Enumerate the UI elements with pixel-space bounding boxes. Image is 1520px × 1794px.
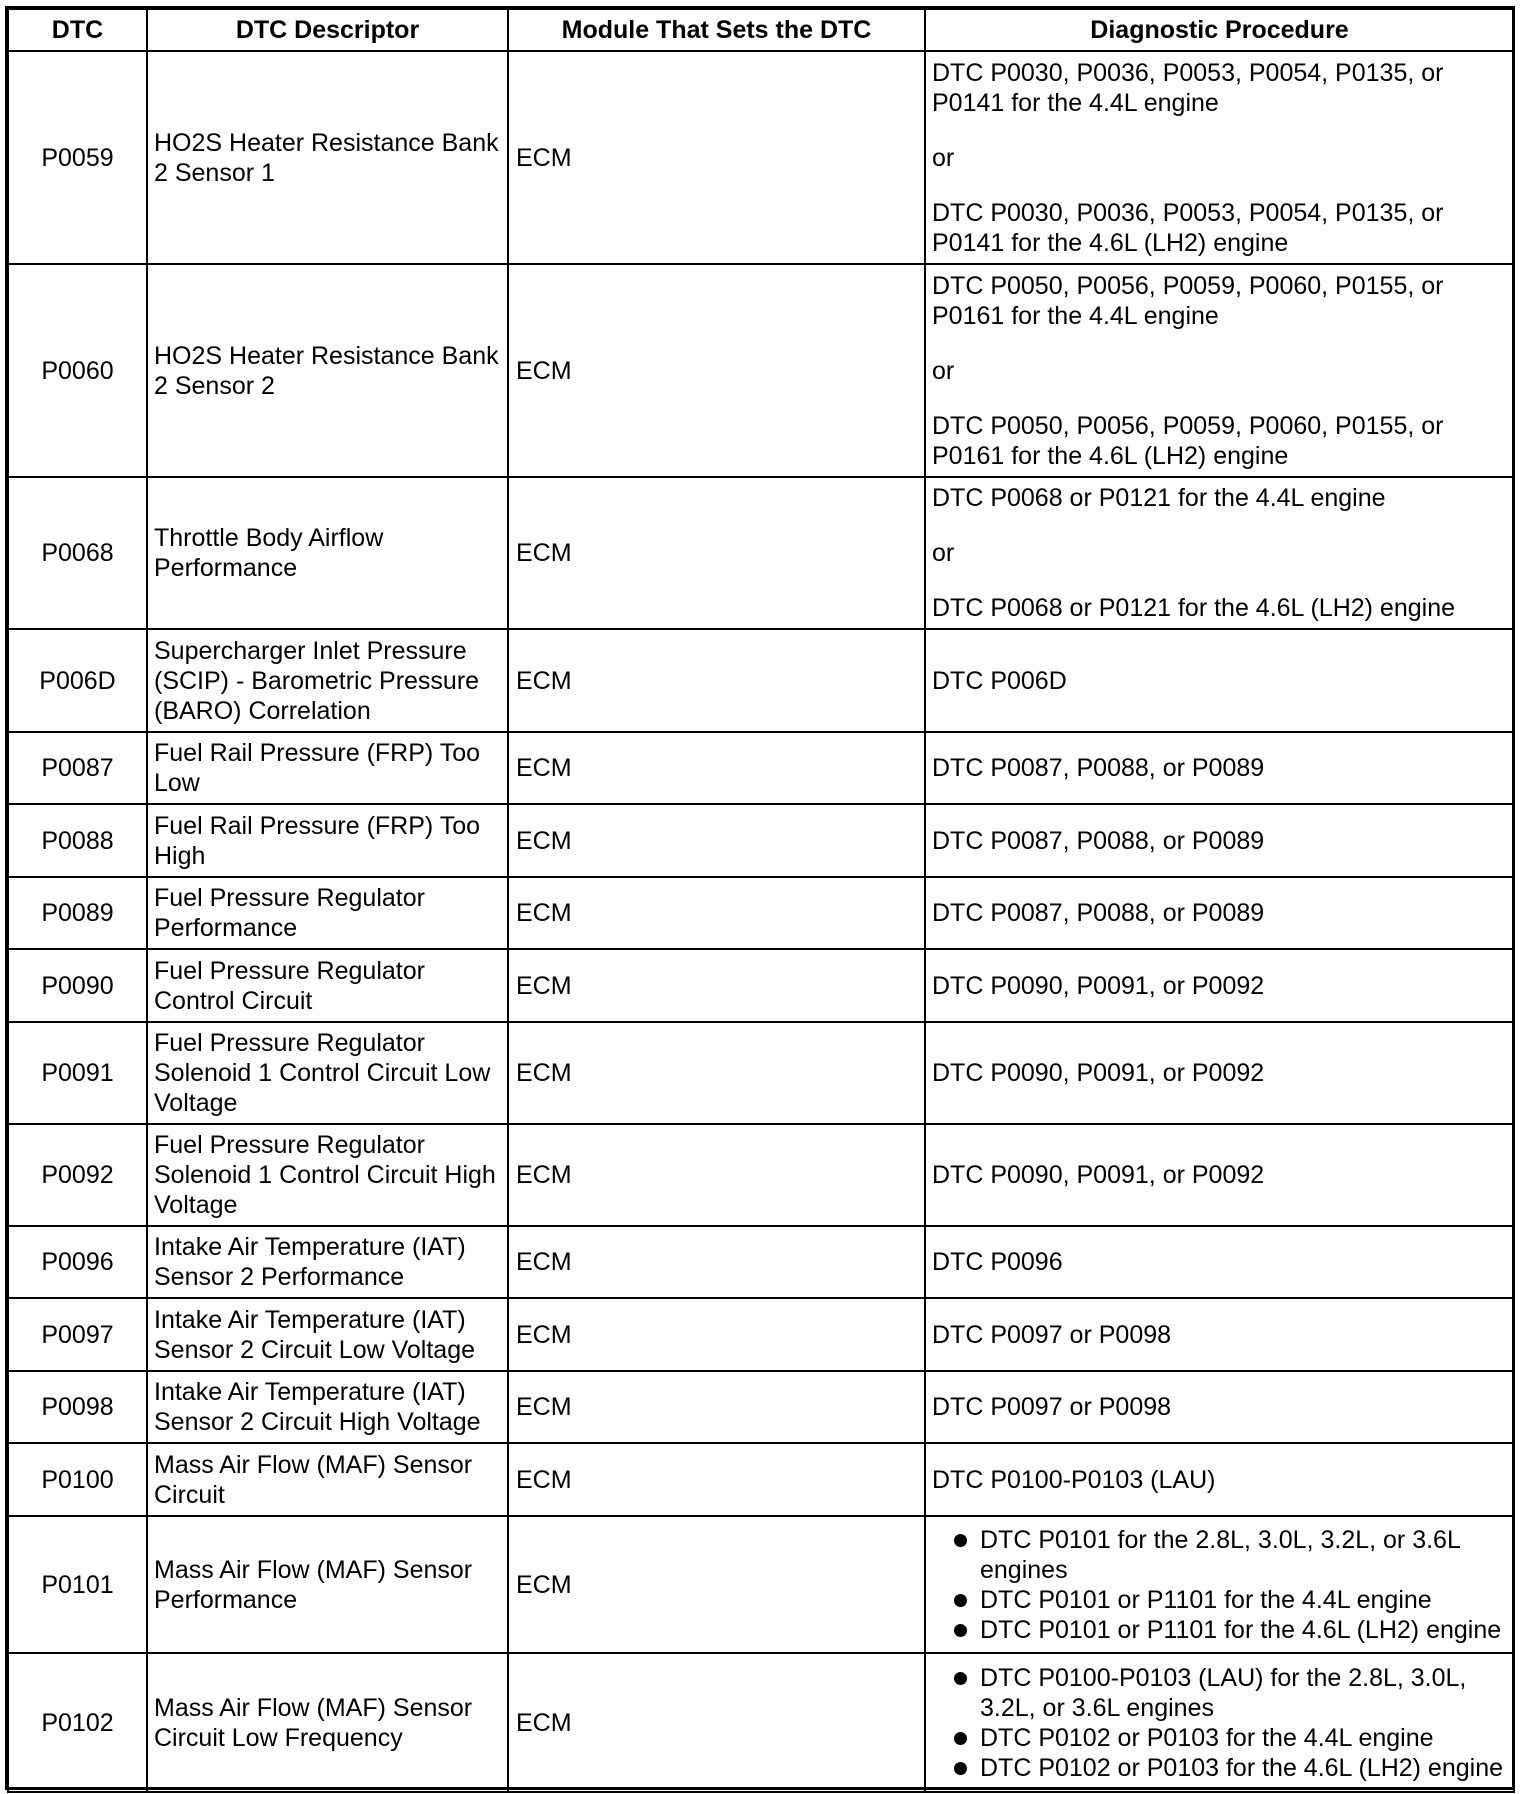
procedure-bullet-item: DTC P0102 or P0103 for the 4.6L (LH2) engine [932,1753,1507,1783]
procedure-paragraph: DTC P0090, P0091, or P0092 [932,971,1265,1000]
procedure-paragraph: DTC P0030, P0036, P0053, P0054, P0135, or P0141 for the 4.4L engine [932,58,1444,117]
cell-procedure [925,949,1514,1022]
cell-descriptor: Intake Air Temperature (IAT) Sensor 2 Circuit Low Voltage [147,1298,508,1371]
procedure-paragraph: DTC P0050, P0056, P0059, P0060, P0155, or P0161 for the 4.4L engine [932,271,1444,330]
cell-dtc: P0090 [8,949,147,1022]
cell-module: ECM [508,949,925,1022]
table-row [8,1298,1514,1371]
cell-descriptor: Fuel Pressure Regulator Solenoid 1 Control Circuit High Voltage [147,1124,508,1226]
cell-procedure [925,877,1514,949]
cell-procedure [925,264,1514,477]
cell-dtc: P0087 [8,732,147,804]
procedure-paragraph: DTC P0090, P0091, or P0092 [932,1059,1265,1087]
cell-descriptor: Mass Air Flow (MAF) Sensor Circuit [147,1443,508,1516]
procedure-bullet-list [932,1525,1507,1645]
table-row [8,629,1514,732]
cell-descriptor: HO2S Heater Resistance Bank 2 Sensor 1 [147,51,508,264]
paragraph-gap [932,386,1507,411]
table-row [8,1022,1514,1124]
procedure-paragraph: DTC P0087, P0088, or P0089 [932,826,1265,855]
paragraph-gap [932,513,1507,538]
table-row [8,877,1514,949]
table-row [8,1124,1514,1226]
procedure-paragraph: or [932,539,955,567]
cell-dtc: P0096 [8,1226,147,1298]
procedure-paragraph: DTC P0100-P0103 (LAU) [932,1465,1216,1494]
cell-module: ECM [508,1371,925,1443]
table-row [8,1371,1514,1443]
cell-procedure [925,477,1514,629]
cell-descriptor: Fuel Pressure Regulator Solenoid 1 Control Circuit Low Voltage [147,1022,508,1124]
cell-dtc: P0060 [8,264,147,477]
cell-dtc: P0089 [8,877,147,949]
paragraph-gap [932,331,1507,356]
cell-dtc: P0100 [8,1443,147,1516]
cell-procedure [925,804,1514,877]
cell-module: ECM [508,877,925,949]
table-row [8,51,1514,264]
procedure-paragraph: DTC P0030, P0036, P0053, P0054, P0135, or P0141 for the 4.6L (LH2) engine [932,198,1444,257]
table-row [8,732,1514,804]
cell-procedure [925,1516,1514,1653]
cell-module: ECM [508,264,925,477]
cell-dtc: P0102 [8,1653,147,1792]
cell-module: ECM [508,629,925,732]
cell-module: ECM [508,1124,925,1226]
table-row [8,949,1514,1022]
cell-dtc: P0097 [8,1298,147,1371]
cell-descriptor: Fuel Rail Pressure (FRP) Too Low [147,732,508,804]
procedure-bullet-item: DTC P0100-P0103 (LAU) for the 2.8L, 3.0L, 3.2L, or 3.6L engines [932,1663,1507,1723]
cell-descriptor: Supercharger Inlet Pressure (SCIP) - Barometric Pressure (BARO) Correlation [147,629,508,732]
cell-procedure [925,1022,1514,1124]
cell-descriptor: Mass Air Flow (MAF) Sensor Circuit Low Frequency [147,1653,508,1792]
cell-descriptor: Mass Air Flow (MAF) Sensor Performance [147,1516,508,1653]
table-row [8,264,1514,477]
cell-descriptor: Fuel Pressure Regulator Performance [147,877,508,949]
cell-descriptor: Throttle Body Airflow Performance [147,477,508,629]
cell-descriptor: Fuel Pressure Regulator Control Circuit [147,949,508,1022]
cell-module: ECM [508,1653,925,1792]
cell-descriptor: Intake Air Temperature (IAT) Sensor 2 Circuit High Voltage [147,1371,508,1443]
cell-module: ECM [508,1298,925,1371]
cell-procedure [925,732,1514,804]
procedure-paragraph: DTC P0087, P0088, or P0089 [932,899,1265,927]
table-header-row [8,9,1514,51]
table-row [8,1653,1514,1792]
cell-dtc: P0088 [8,804,147,877]
procedure-paragraph: DTC P0096 [932,1248,1063,1276]
cell-module: ECM [508,1226,925,1298]
procedure-paragraph: DTC P0097 or P0098 [932,1320,1172,1349]
cell-dtc: P0091 [8,1022,147,1124]
cell-dtc: P0098 [8,1371,147,1443]
header-descriptor: DTC Descriptor [147,9,508,51]
procedure-paragraph: DTC P0087, P0088, or P0089 [932,754,1265,782]
cell-descriptor: HO2S Heater Resistance Bank 2 Sensor 2 [147,264,508,477]
cell-module: ECM [508,51,925,264]
dtc-table [7,8,1515,1793]
table-row [8,1516,1514,1653]
cell-descriptor: Intake Air Temperature (IAT) Sensor 2 Performance [147,1226,508,1298]
table-row [8,1226,1514,1298]
cell-procedure [925,1653,1514,1792]
cell-procedure [925,1124,1514,1226]
cell-module: ECM [508,804,925,877]
cell-dtc: P0059 [8,51,147,264]
cell-module: ECM [508,1022,925,1124]
procedure-paragraph: DTC P006D [932,666,1067,695]
procedure-paragraph: DTC P0090, P0091, or P0092 [932,1161,1265,1189]
cell-module: ECM [508,1516,925,1653]
procedure-bullet-item: DTC P0102 or P0103 for the 4.4L engine [932,1723,1507,1753]
procedure-bullet-list [932,1663,1507,1783]
procedure-paragraph: or [932,356,955,385]
cell-dtc: P0092 [8,1124,147,1226]
table-row [8,477,1514,629]
cell-module: ECM [508,732,925,804]
procedure-paragraph: DTC P0097 or P0098 [932,1393,1172,1421]
procedure-bullet-item: DTC P0101 or P1101 for the 4.4L engine [932,1585,1507,1615]
procedure-paragraph: DTC P0050, P0056, P0059, P0060, P0155, or P0161 for the 4.6L (LH2) engine [932,411,1444,470]
cell-module: ECM [508,1443,925,1516]
cell-procedure [925,51,1514,264]
cell-dtc: P006D [8,629,147,732]
procedure-paragraph: DTC P0068 or P0121 for the 4.6L (LH2) engine [932,594,1455,622]
procedure-bullet-item: DTC P0101 for the 2.8L, 3.0L, 3.2L, or 3.6L engines [932,1525,1507,1585]
cell-dtc: P0101 [8,1516,147,1653]
table-row [8,1443,1514,1516]
paragraph-gap [932,118,1507,143]
cell-procedure [925,629,1514,732]
procedure-paragraph: or [932,143,955,172]
cell-procedure [925,1298,1514,1371]
header-module: Module That Sets the DTC [508,9,925,51]
table-row [8,804,1514,877]
procedure-paragraph: DTC P0068 or P0121 for the 4.4L engine [932,484,1386,512]
header-dtc: DTC [8,9,147,51]
header-procedure: Diagnostic Procedure [925,9,1514,51]
cell-procedure [925,1371,1514,1443]
cell-descriptor: Fuel Rail Pressure (FRP) Too High [147,804,508,877]
paragraph-gap [932,173,1507,198]
table-body [8,51,1514,1792]
procedure-bullet-item: DTC P0101 or P1101 for the 4.6L (LH2) engine [932,1615,1507,1645]
paragraph-gap [932,568,1507,593]
cell-procedure [925,1226,1514,1298]
cell-dtc: P0068 [8,477,147,629]
cell-procedure [925,1443,1514,1516]
cell-module: ECM [508,477,925,629]
